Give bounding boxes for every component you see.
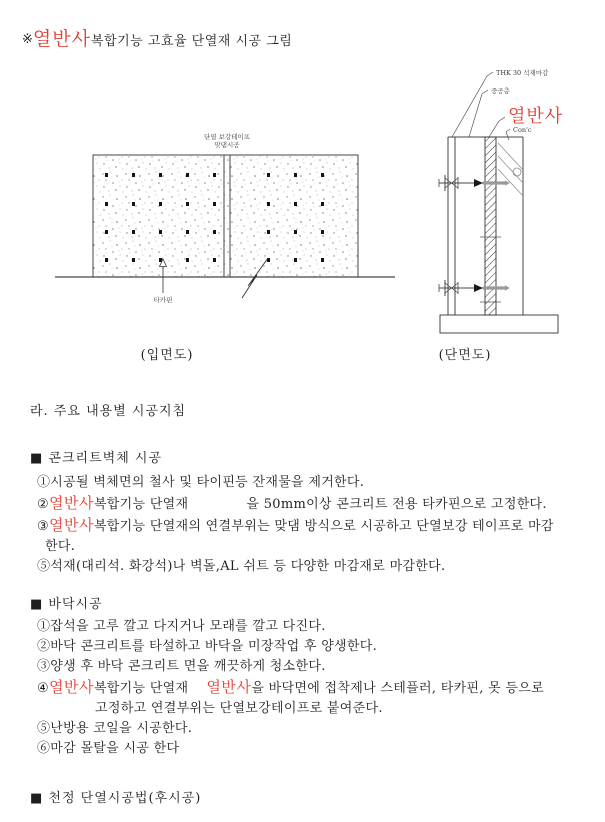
concrete-detail-circle bbox=[513, 168, 521, 176]
elevation-drawing bbox=[55, 125, 395, 360]
wall-item-3-continuation: 한다. bbox=[45, 539, 76, 554]
wall-item-5: ⑤석재(대리석. 화강석)나 벽돌,AL 쉬트 등 다양한 마감재로 마감한다. bbox=[37, 559, 446, 574]
wall-item-3 bbox=[28, 515, 600, 537]
title-brand-red: 열반사 bbox=[32, 28, 91, 50]
anchor-upper bbox=[439, 175, 510, 191]
wall-item-3-red: 열반사 bbox=[48, 516, 94, 534]
wall-item-3-num: ③ bbox=[37, 519, 49, 534]
floor-items bbox=[28, 617, 600, 759]
wall-item-2-tail: 을 50mm이상 콘크리트 전용 타카핀으로 고정한다. bbox=[246, 497, 547, 512]
wall-item-2-red: 열반사 bbox=[48, 494, 94, 512]
elevation-caption: (입면도) bbox=[140, 348, 194, 363]
floor-item-4-continuation: 고정하고 연결부위는 단열보강테이프로 붙여준다. bbox=[95, 701, 383, 716]
section-header-ceiling: ■ 천정 단열시공법(후시공) bbox=[30, 791, 202, 806]
floor-item-2: ②바닥 콘크리트를 타설하고 바닥을 미장작업 후 양생한다. bbox=[37, 639, 378, 654]
title-marker: ※ bbox=[22, 32, 33, 47]
wall-item-2-mid: 복합기능 단열재 bbox=[93, 497, 189, 512]
body-text bbox=[28, 402, 600, 809]
insulation-leader bbox=[489, 117, 505, 137]
wall-item-3-tail: 복합기능 단열재의 연결부위는 맞댐 방식으로 시공하고 단열보강 테이프로 마감 bbox=[93, 519, 554, 534]
floor-item-3: ③양생 후 바닥 콘크리트 면을 깨끗하게 청소한다. bbox=[37, 659, 326, 674]
tape-label-line1: 단열 보강테이프 bbox=[203, 133, 251, 141]
concrete-leader bbox=[506, 129, 510, 140]
stone-label: THK 30 석재마감 bbox=[496, 69, 549, 77]
anchor-lower bbox=[439, 280, 510, 296]
title-text: 복합기능 고효율 단열재 시공 그림 bbox=[90, 34, 293, 49]
floor-item-4 bbox=[28, 677, 600, 699]
floor-item-4-mid: 복합기능 단열재 bbox=[93, 681, 189, 696]
floor-item-6: ⑥마감 몰탈을 시공 한다 bbox=[37, 741, 180, 756]
concrete-label: Con'c bbox=[513, 126, 532, 134]
insulation-label-red: 열반사 bbox=[508, 106, 564, 127]
cavity-label: 중공층 bbox=[491, 87, 510, 95]
pin-label: 타카핀 bbox=[153, 296, 173, 304]
concrete-diagonal-2 bbox=[498, 156, 523, 183]
floor-item-4-red2: 열반사 bbox=[206, 678, 252, 696]
section-drawing bbox=[425, 60, 605, 345]
floor-item-4-num: ④ bbox=[37, 681, 49, 696]
body-heading: 라. 주요 내용별 시공지침 bbox=[30, 404, 187, 419]
wall-item-1: ①시공될 벽체면의 철사 및 타이핀등 잔재물을 제거한다. bbox=[37, 475, 365, 490]
floor-item-5: ⑤난방용 코일을 시공한다. bbox=[37, 721, 193, 736]
section-header-floor: ■ 바닥시공 bbox=[30, 597, 103, 612]
cavity-leader bbox=[469, 90, 488, 137]
concrete-diagonal-1 bbox=[498, 143, 523, 170]
page-title bbox=[22, 24, 292, 51]
section-caption: (단면도) bbox=[438, 348, 492, 363]
floor-item-1: ①잡석을 고루 깔고 다지거나 모래를 깔고 다진다. bbox=[37, 619, 326, 634]
floor-item-4-red1: 열반사 bbox=[48, 678, 94, 696]
section-header-wall: ■ 콘크리트벽체 시공 bbox=[30, 451, 163, 466]
wall-item-2-num: ② bbox=[37, 497, 49, 512]
wall-item-2 bbox=[28, 493, 600, 515]
tape-label-line2: 맞댐시공 bbox=[214, 141, 240, 149]
wall-items bbox=[28, 473, 600, 577]
floor-item-4-tail: 을 바닥면에 접착제나 스테플러, 타카핀, 못 등으로 bbox=[251, 681, 545, 696]
stone-leader bbox=[452, 72, 493, 137]
footing bbox=[440, 315, 558, 333]
